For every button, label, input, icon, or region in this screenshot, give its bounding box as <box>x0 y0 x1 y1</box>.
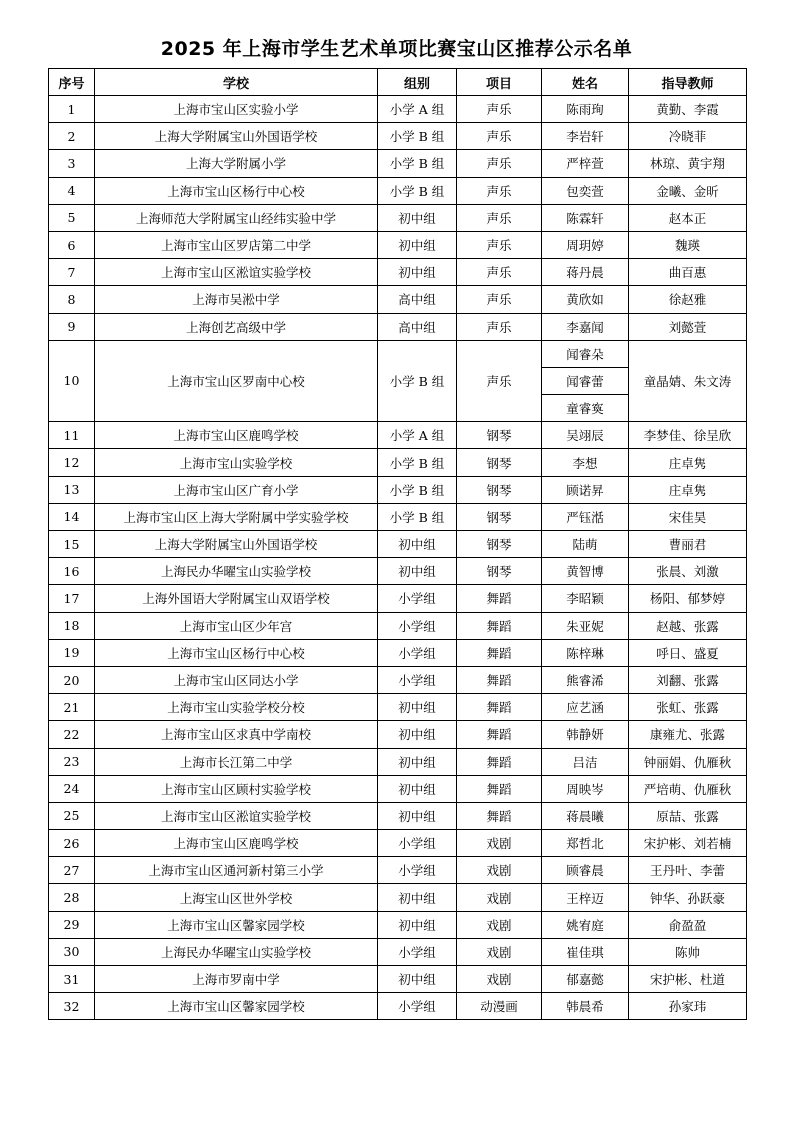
cell-teacher: 林琼、黄宇翔 <box>629 150 747 177</box>
cell-student-name: 闻睿蕾 <box>542 367 629 394</box>
table-row <box>49 286 747 313</box>
cell-student-name: 周映岑 <box>542 775 629 802</box>
cell-school: 上海市宝山区杨行中心校 <box>95 639 378 666</box>
cell-item: 动漫画 <box>457 993 542 1020</box>
cell-index: 28 <box>49 884 95 911</box>
cell-school: 上海市宝山区罗南中心校 <box>95 340 378 422</box>
table-row <box>49 340 747 367</box>
cell-teacher: 冷晓菲 <box>629 123 747 150</box>
cell-group: 初中组 <box>378 204 457 231</box>
cell-school: 上海市宝山区同达小学 <box>95 666 378 693</box>
cell-group: 小学组 <box>378 993 457 1020</box>
cell-group: 小学 B 组 <box>378 503 457 530</box>
table-row <box>49 476 747 503</box>
document-title: 2025 年上海市学生艺术单项比赛宝山区推荐公示名单 <box>160 38 633 60</box>
cell-group: 初中组 <box>378 884 457 911</box>
cell-student-name: 王梓迈 <box>542 884 629 911</box>
cell-student-name: 韩晨希 <box>542 993 629 1020</box>
cell-item: 戏剧 <box>457 911 542 938</box>
cell-teacher: 徐赵雅 <box>629 286 747 313</box>
table-row <box>49 775 747 802</box>
cell-index: 1 <box>49 96 95 123</box>
cell-school: 上海市宝山区求真中学南校 <box>95 721 378 748</box>
cell-item: 声乐 <box>457 313 542 340</box>
cell-item: 戏剧 <box>457 884 542 911</box>
cell-item: 声乐 <box>457 150 542 177</box>
cell-teacher: 宋护彬、刘若楠 <box>629 830 747 857</box>
cell-group: 小学 A 组 <box>378 422 457 449</box>
cell-index: 2 <box>49 123 95 150</box>
cell-school: 上海市宝山区淞谊实验学校 <box>95 802 378 829</box>
cell-group: 初中组 <box>378 694 457 721</box>
cell-student-name: 周玥婷 <box>542 231 629 258</box>
cell-school: 上海市吴淞中学 <box>95 286 378 313</box>
cell-index: 12 <box>49 449 95 476</box>
table-row <box>49 150 747 177</box>
cell-teacher: 王丹叶、李蕾 <box>629 857 747 884</box>
cell-school: 上海大学附属宝山外国语学校 <box>95 123 378 150</box>
cell-index: 14 <box>49 503 95 530</box>
cell-student-name: 李岩轩 <box>542 123 629 150</box>
cell-school: 上海市宝山区实验小学 <box>95 96 378 123</box>
cell-group: 初中组 <box>378 802 457 829</box>
table-row <box>49 422 747 449</box>
table-row <box>49 585 747 612</box>
table-row <box>49 531 747 558</box>
cell-school: 上海市宝山区馨家园学校 <box>95 993 378 1020</box>
cell-school: 上海大学附属小学 <box>95 150 378 177</box>
cell-student-name: 黄智博 <box>542 558 629 585</box>
cell-index: 20 <box>49 666 95 693</box>
cell-school: 上海民办华曜宝山实验学校 <box>95 558 378 585</box>
cell-index: 22 <box>49 721 95 748</box>
cell-index: 23 <box>49 748 95 775</box>
cell-group: 小学 B 组 <box>378 150 457 177</box>
cell-school: 上海市宝山区鹿鸣学校 <box>95 422 378 449</box>
cell-teacher: 原喆、张露 <box>629 802 747 829</box>
cell-item: 声乐 <box>457 177 542 204</box>
cell-item: 舞蹈 <box>457 721 542 748</box>
cell-teacher: 庄卓隽 <box>629 476 747 503</box>
cell-student-name: 陆萌 <box>542 531 629 558</box>
table-row <box>49 748 747 775</box>
cell-group: 初中组 <box>378 911 457 938</box>
cell-index: 30 <box>49 938 95 965</box>
cell-group: 小学 B 组 <box>378 123 457 150</box>
cell-group: 小学组 <box>378 639 457 666</box>
cell-index: 9 <box>49 313 95 340</box>
cell-group: 高中组 <box>378 286 457 313</box>
cell-teacher: 陈帅 <box>629 938 747 965</box>
table-row <box>49 639 747 666</box>
cell-teacher: 钟华、孙跃豪 <box>629 884 747 911</box>
table-row <box>49 830 747 857</box>
table-row <box>49 993 747 1020</box>
cell-item: 声乐 <box>457 204 542 231</box>
table-row <box>49 612 747 639</box>
cell-index: 6 <box>49 231 95 258</box>
table-row <box>49 177 747 204</box>
table-body <box>49 96 747 1020</box>
cell-group: 初中组 <box>378 775 457 802</box>
cell-student-name: 严梓萱 <box>542 150 629 177</box>
cell-school: 上海市宝山区通河新村第三小学 <box>95 857 378 884</box>
table-row <box>49 259 747 286</box>
cell-student-name: 陈霖轩 <box>542 204 629 231</box>
cell-item: 钢琴 <box>457 531 542 558</box>
cell-index: 17 <box>49 585 95 612</box>
header-name: 姓名 <box>542 69 629 96</box>
cell-student-name: 李昭颖 <box>542 585 629 612</box>
cell-index: 10 <box>49 340 95 422</box>
cell-group: 高中组 <box>378 313 457 340</box>
cell-group: 小学组 <box>378 585 457 612</box>
cell-index: 15 <box>49 531 95 558</box>
table-row <box>49 231 747 258</box>
cell-group: 小学 B 组 <box>378 340 457 422</box>
cell-student-name: 吴翊辰 <box>542 422 629 449</box>
cell-student-name: 顾睿晨 <box>542 857 629 884</box>
cell-teacher: 金曦、金昕 <box>629 177 747 204</box>
cell-item: 声乐 <box>457 259 542 286</box>
cell-item: 戏剧 <box>457 966 542 993</box>
cell-student-name: 郁嘉懿 <box>542 966 629 993</box>
cell-school: 上海市宝山实验学校 <box>95 449 378 476</box>
recommendation-table <box>48 68 747 1020</box>
cell-group: 小学组 <box>378 830 457 857</box>
cell-student-name: 闻睿朵 <box>542 340 629 367</box>
cell-item: 戏剧 <box>457 857 542 884</box>
cell-group: 初中组 <box>378 231 457 258</box>
table-row <box>49 721 747 748</box>
cell-item: 舞蹈 <box>457 639 542 666</box>
cell-school: 上海民办华曜宝山实验学校 <box>95 938 378 965</box>
cell-index: 7 <box>49 259 95 286</box>
header-school: 学校 <box>95 69 378 96</box>
table-row <box>49 449 747 476</box>
table-row <box>49 966 747 993</box>
cell-student-name: 李嘉闻 <box>542 313 629 340</box>
cell-student-name: 崔佳琪 <box>542 938 629 965</box>
cell-index: 29 <box>49 911 95 938</box>
cell-school: 上海市宝山区鹿鸣学校 <box>95 830 378 857</box>
cell-item: 舞蹈 <box>457 666 542 693</box>
cell-school: 上海市宝山实验学校分校 <box>95 694 378 721</box>
cell-student-name: 应艺涵 <box>542 694 629 721</box>
cell-index: 27 <box>49 857 95 884</box>
header-teacher: 指导教师 <box>629 69 747 96</box>
cell-item: 舞蹈 <box>457 612 542 639</box>
cell-item: 声乐 <box>457 340 542 422</box>
cell-index: 4 <box>49 177 95 204</box>
cell-index: 18 <box>49 612 95 639</box>
cell-index: 21 <box>49 694 95 721</box>
cell-school: 上海市宝山区淞谊实验学校 <box>95 259 378 286</box>
cell-group: 小学组 <box>378 666 457 693</box>
cell-index: 16 <box>49 558 95 585</box>
cell-school: 上海宝山区世外学校 <box>95 884 378 911</box>
cell-index: 26 <box>49 830 95 857</box>
cell-group: 小学 B 组 <box>378 177 457 204</box>
cell-teacher: 刘翻、张露 <box>629 666 747 693</box>
cell-index: 19 <box>49 639 95 666</box>
cell-group: 初中组 <box>378 966 457 993</box>
cell-school: 上海市宝山区杨行中心校 <box>95 177 378 204</box>
cell-item: 钢琴 <box>457 422 542 449</box>
cell-index: 31 <box>49 966 95 993</box>
cell-school: 上海外国语大学附属宝山双语学校 <box>95 585 378 612</box>
cell-student-name: 熊睿浠 <box>542 666 629 693</box>
table-row <box>49 666 747 693</box>
cell-index: 11 <box>49 422 95 449</box>
table-header-row <box>49 69 747 96</box>
table-row <box>49 802 747 829</box>
cell-group: 初中组 <box>378 558 457 585</box>
cell-student-name: 顾诺昇 <box>542 476 629 503</box>
cell-school: 上海市罗南中学 <box>95 966 378 993</box>
cell-teacher: 曲百惠 <box>629 259 747 286</box>
cell-group: 初中组 <box>378 748 457 775</box>
cell-teacher: 康雍尤、张露 <box>629 721 747 748</box>
cell-teacher: 赵越、张露 <box>629 612 747 639</box>
cell-item: 戏剧 <box>457 938 542 965</box>
cell-teacher: 杨阳、郁梦婷 <box>629 585 747 612</box>
cell-school: 上海市宝山区顾村实验学校 <box>95 775 378 802</box>
cell-index: 5 <box>49 204 95 231</box>
cell-teacher: 黄勤、李霞 <box>629 96 747 123</box>
cell-item: 舞蹈 <box>457 585 542 612</box>
header-item: 项目 <box>457 69 542 96</box>
table-row <box>49 694 747 721</box>
header-index: 序号 <box>49 69 95 96</box>
table-row <box>49 503 747 530</box>
cell-student-name: 李想 <box>542 449 629 476</box>
cell-teacher: 刘懿萱 <box>629 313 747 340</box>
cell-item: 声乐 <box>457 231 542 258</box>
cell-item: 声乐 <box>457 96 542 123</box>
cell-student-name: 陈梓琳 <box>542 639 629 666</box>
cell-group: 小学组 <box>378 857 457 884</box>
cell-group: 初中组 <box>378 259 457 286</box>
cell-group: 小学 B 组 <box>378 449 457 476</box>
cell-teacher: 宋佳昊 <box>629 503 747 530</box>
table-row <box>49 204 747 231</box>
cell-item: 钢琴 <box>457 449 542 476</box>
cell-teacher: 庄卓隽 <box>629 449 747 476</box>
table-row <box>49 938 747 965</box>
table-row <box>49 911 747 938</box>
cell-school: 上海市宝山区少年宫 <box>95 612 378 639</box>
cell-school: 上海市宝山区广育小学 <box>95 476 378 503</box>
cell-student-name: 童睿寏 <box>542 395 629 422</box>
cell-teacher: 孙家玮 <box>629 993 747 1020</box>
cell-student-name: 吕洁 <box>542 748 629 775</box>
cell-group: 小学组 <box>378 612 457 639</box>
table-row <box>49 96 747 123</box>
cell-student-name: 姚宥庭 <box>542 911 629 938</box>
cell-teacher: 俞盈盈 <box>629 911 747 938</box>
cell-index: 8 <box>49 286 95 313</box>
cell-group: 小学组 <box>378 938 457 965</box>
cell-student-name: 韩静妍 <box>542 721 629 748</box>
cell-item: 舞蹈 <box>457 775 542 802</box>
cell-student-name: 陈雨珣 <box>542 96 629 123</box>
cell-item: 声乐 <box>457 286 542 313</box>
cell-student-name: 朱亚妮 <box>542 612 629 639</box>
cell-school: 上海市宝山区馨家园学校 <box>95 911 378 938</box>
cell-group: 小学 B 组 <box>378 476 457 503</box>
cell-teacher: 呼日、盛夏 <box>629 639 747 666</box>
cell-student-name: 包奕萱 <box>542 177 629 204</box>
cell-school: 上海师范大学附属宝山经纬实验中学 <box>95 204 378 231</box>
table-row <box>49 313 747 340</box>
cell-item: 戏剧 <box>457 830 542 857</box>
cell-index: 25 <box>49 802 95 829</box>
cell-index: 24 <box>49 775 95 802</box>
cell-item: 钢琴 <box>457 558 542 585</box>
cell-item: 钢琴 <box>457 503 542 530</box>
cell-teacher: 张虹、张露 <box>629 694 747 721</box>
cell-group: 初中组 <box>378 531 457 558</box>
table-row <box>49 123 747 150</box>
cell-index: 3 <box>49 150 95 177</box>
cell-item: 声乐 <box>457 123 542 150</box>
cell-teacher: 严培萌、仇雁秋 <box>629 775 747 802</box>
table-row <box>49 558 747 585</box>
cell-student-name: 郑哲北 <box>542 830 629 857</box>
cell-item: 钢琴 <box>457 476 542 503</box>
cell-item: 舞蹈 <box>457 802 542 829</box>
cell-student-name: 黄欣如 <box>542 286 629 313</box>
cell-item: 舞蹈 <box>457 748 542 775</box>
cell-item: 舞蹈 <box>457 694 542 721</box>
cell-index: 32 <box>49 993 95 1020</box>
cell-teacher: 宋护彬、杜道 <box>629 966 747 993</box>
cell-teacher: 魏瑛 <box>629 231 747 258</box>
cell-student-name: 蒋晨曦 <box>542 802 629 829</box>
cell-school: 上海市长江第二中学 <box>95 748 378 775</box>
cell-teacher: 曹丽君 <box>629 531 747 558</box>
cell-teacher: 张晨、刘激 <box>629 558 747 585</box>
table-row <box>49 857 747 884</box>
cell-school: 上海大学附属宝山外国语学校 <box>95 531 378 558</box>
header-group: 组别 <box>378 69 457 96</box>
cell-group: 初中组 <box>378 721 457 748</box>
cell-teacher: 赵本正 <box>629 204 747 231</box>
cell-index: 13 <box>49 476 95 503</box>
cell-teacher: 李梦佳、徐呈欣 <box>629 422 747 449</box>
cell-group: 小学 A 组 <box>378 96 457 123</box>
cell-school: 上海创艺高级中学 <box>95 313 378 340</box>
cell-school: 上海市宝山区上海大学附属中学实验学校 <box>95 503 378 530</box>
table-row <box>49 884 747 911</box>
cell-student-name: 严钰湉 <box>542 503 629 530</box>
cell-school: 上海市宝山区罗店第二中学 <box>95 231 378 258</box>
cell-teacher: 童晶婧、朱文涛 <box>629 340 747 422</box>
cell-student-name: 蒋丹晨 <box>542 259 629 286</box>
cell-teacher: 钟丽娟、仇雁秋 <box>629 748 747 775</box>
